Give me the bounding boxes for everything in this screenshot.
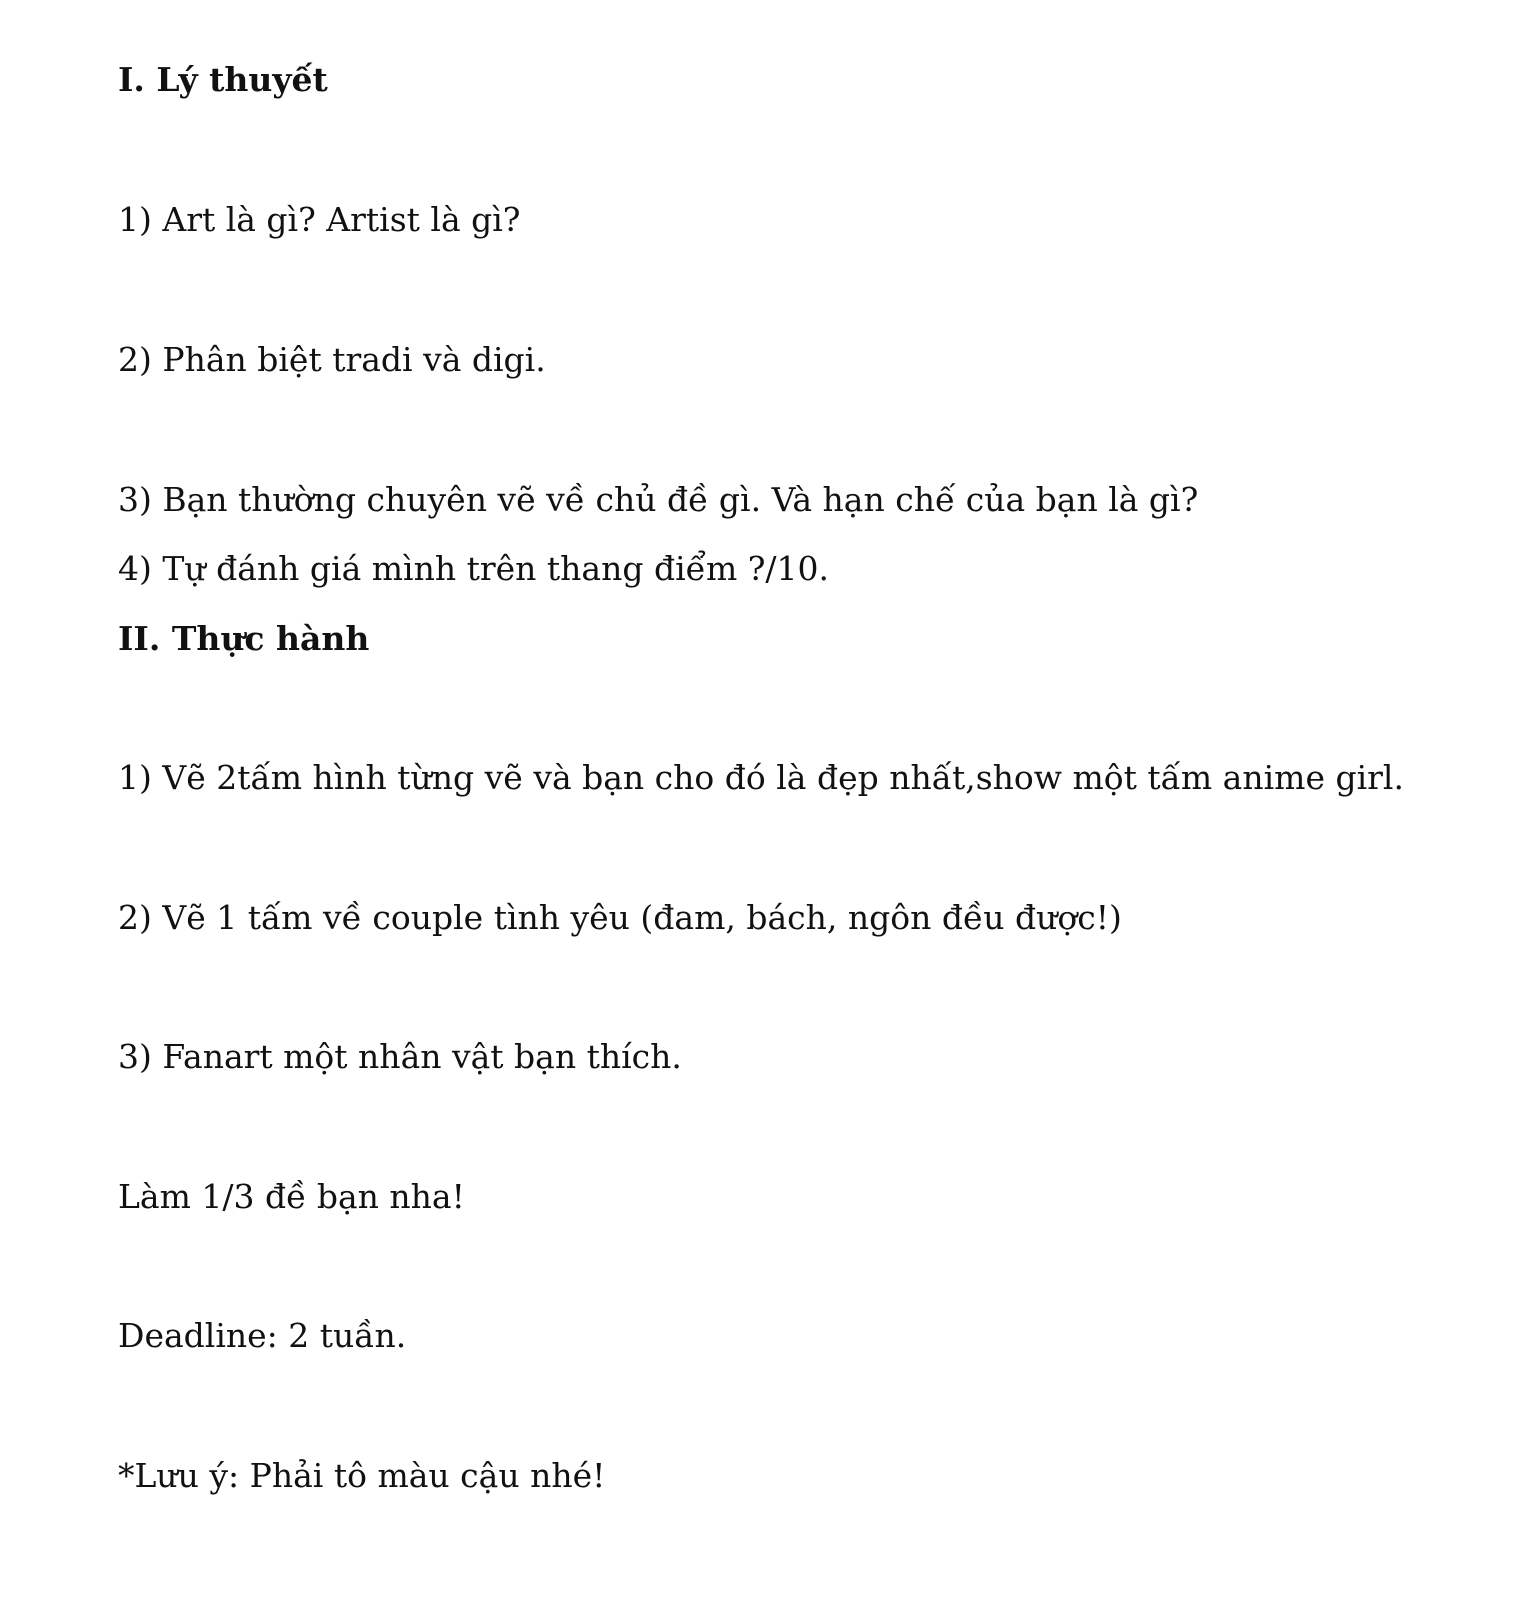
reminder-note: *Lưu ý: Phải tô màu cậu nhé! (118, 1456, 606, 1495)
practice-task-3: 3) Fanart một nhân vật bạn thích. (118, 1037, 682, 1076)
practice-task-1: 1) Vẽ 2tấm hình từng vẽ và bạn cho đó là đẹp nhất,show một tấm anime girl. (118, 758, 1404, 797)
theory-question-4: 4) Tự đánh giá mình trên thang điểm ?/10. (118, 549, 830, 588)
section-1-heading: I. Lý thuyết (118, 60, 328, 99)
theory-question-2: 2) Phân biệt tradi và digi. (118, 340, 546, 379)
instruction-note: Làm 1/3 đề bạn nha! (118, 1177, 465, 1216)
section-2-heading: II. Thực hành (118, 619, 370, 658)
theory-question-1: 1) Art là gì? Artist là gì? (118, 200, 521, 239)
theory-question-3: 3) Bạn thường chuyên vẽ về chủ đề gì. Và hạn chế của bạn là gì? (118, 480, 1199, 519)
practice-task-2: 2) Vẽ 1 tấm về couple tình yêu (đam, bách, ngôn đều được!) (118, 898, 1122, 937)
deadline-note: Deadline: 2 tuần. (118, 1316, 407, 1355)
